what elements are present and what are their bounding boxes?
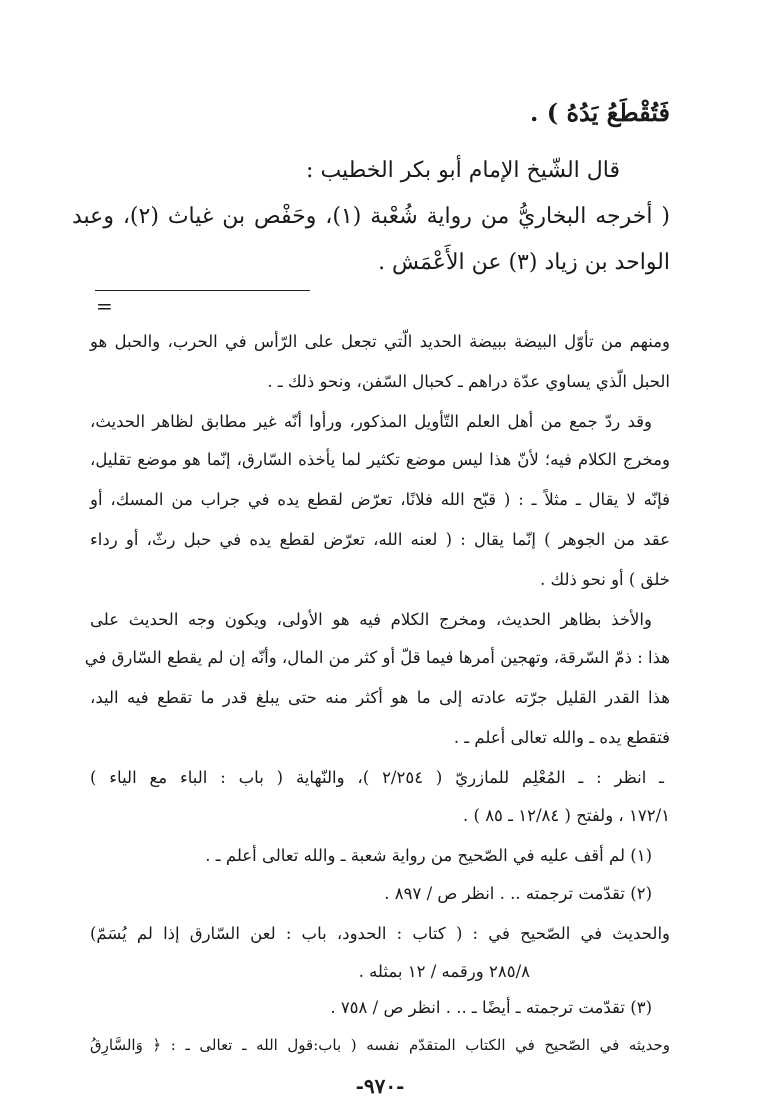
footnote-line: فتقطع يده ـ والله تعالى أعلم ـ . <box>453 728 670 747</box>
footnote-line: خلق ) أو نحو ذلك . <box>540 570 670 589</box>
footnote-separator <box>95 290 310 291</box>
reference-line: والحديث في الصّحيح في : ( كتاب : الحدود، باب : لعن السّارق إذا لم يُسَمّ) <box>90 924 670 943</box>
body-line: الواحد بن زياد (٣) عن الأَعْمَش . <box>378 250 670 275</box>
footnote-line: هذا القدر القليل جرّته عادته إلى ما هو أكثر منه حتى يبلغ قدر ما تقطع فيه اليد، <box>90 688 670 707</box>
footnote-line: ومخرج الكلام فيه؛ لأنّ هذا ليس موضع تكثير لما يأخذه السّارق، إنّما هو موضع تقليل، <box>90 450 670 469</box>
footnote-line: فإنّه لا يقال ـ مثلاً ـ : ( قبّح الله فلانًا، تعرّض لقطع يده في جراب من المسك، أو <box>90 490 670 509</box>
footnote-line: والأخذ بظاهر الحديث، ومخرج الكلام فيه هو الأولى، ويكون وجه الحديث على <box>90 610 652 629</box>
narrator-heading: قال الشّيخ الإمام أبو بكر الخطيب : <box>306 158 620 183</box>
reference-line: وحديثه في الصّحيح في الكتاب المتقدّم نفسه ( باب:قول الله ـ تعالى ـ : ﴿ وَالسَّارِقُ <box>90 1036 670 1054</box>
reference-line: ـ انظر : ـ المُعْلِم للمازريّ ( ٢/٢٥٤ )، والنّهاية ( باب : الباء مع الياء ) <box>90 768 665 787</box>
footnote-3: (٣) تقدّمت ترجمته ـ أيضًا ـ .. . انظر ص / ٧٥٨ . <box>330 998 652 1017</box>
reference-line: ١٧٢/١ ، ولفتح ( ١٢/٨٤ ـ ٨٥ ) . <box>463 806 670 825</box>
body-line: ( أخرجه البخاريُّ من رواية شُعْبة (١)، وحَفْص بن غياث (٢)، وعبد <box>72 204 670 229</box>
footnote-line: ومنهم من تأوّل البيضة ببيضة الحديد الّتي تجعل على الرّأس في الحرب، والحبل هو <box>90 332 670 351</box>
reference-line: ٢٨٥/٨ ورقمه / ١٢ بمثله . <box>358 962 530 981</box>
continuation-mark: = <box>96 294 113 318</box>
footnote-line: عقد من الجوهر ) إنّما يقال : ( لعنه الله، تعرّض لقطع يده في حبل رثّ، أو رداء <box>90 530 670 549</box>
quoted-hadith-ending: فَتُقْطَعُ يَدُهُ ) . <box>530 98 670 127</box>
footnote-1: (١) لم أقف عليه في الصّحيح من رواية شعبة ـ والله تعالى أعلم ـ . <box>205 846 652 865</box>
footnote-line: وقد ردّ جمع من أهل العلم التّأويل المذكور، ورأوا أنّه غير مطابق لظاهر الحديث، <box>90 412 652 431</box>
footnote-2: (٢) تقدّمت ترجمته .. . انظر ص / ٨٩٧ . <box>384 884 652 903</box>
footnote-line: الحبل الّذي يساوي عدّة دراهم ـ كحبال السّفن، ونحو ذلك ـ . <box>267 372 670 391</box>
page-number: -٩٧٠- <box>355 1074 405 1098</box>
footnote-line: هذا : ذمّ السّرقة، وتهجين أمرها فيما قلّ أو كثر من المال، وأنّه إن لم يقطع السّارق في <box>84 648 670 667</box>
